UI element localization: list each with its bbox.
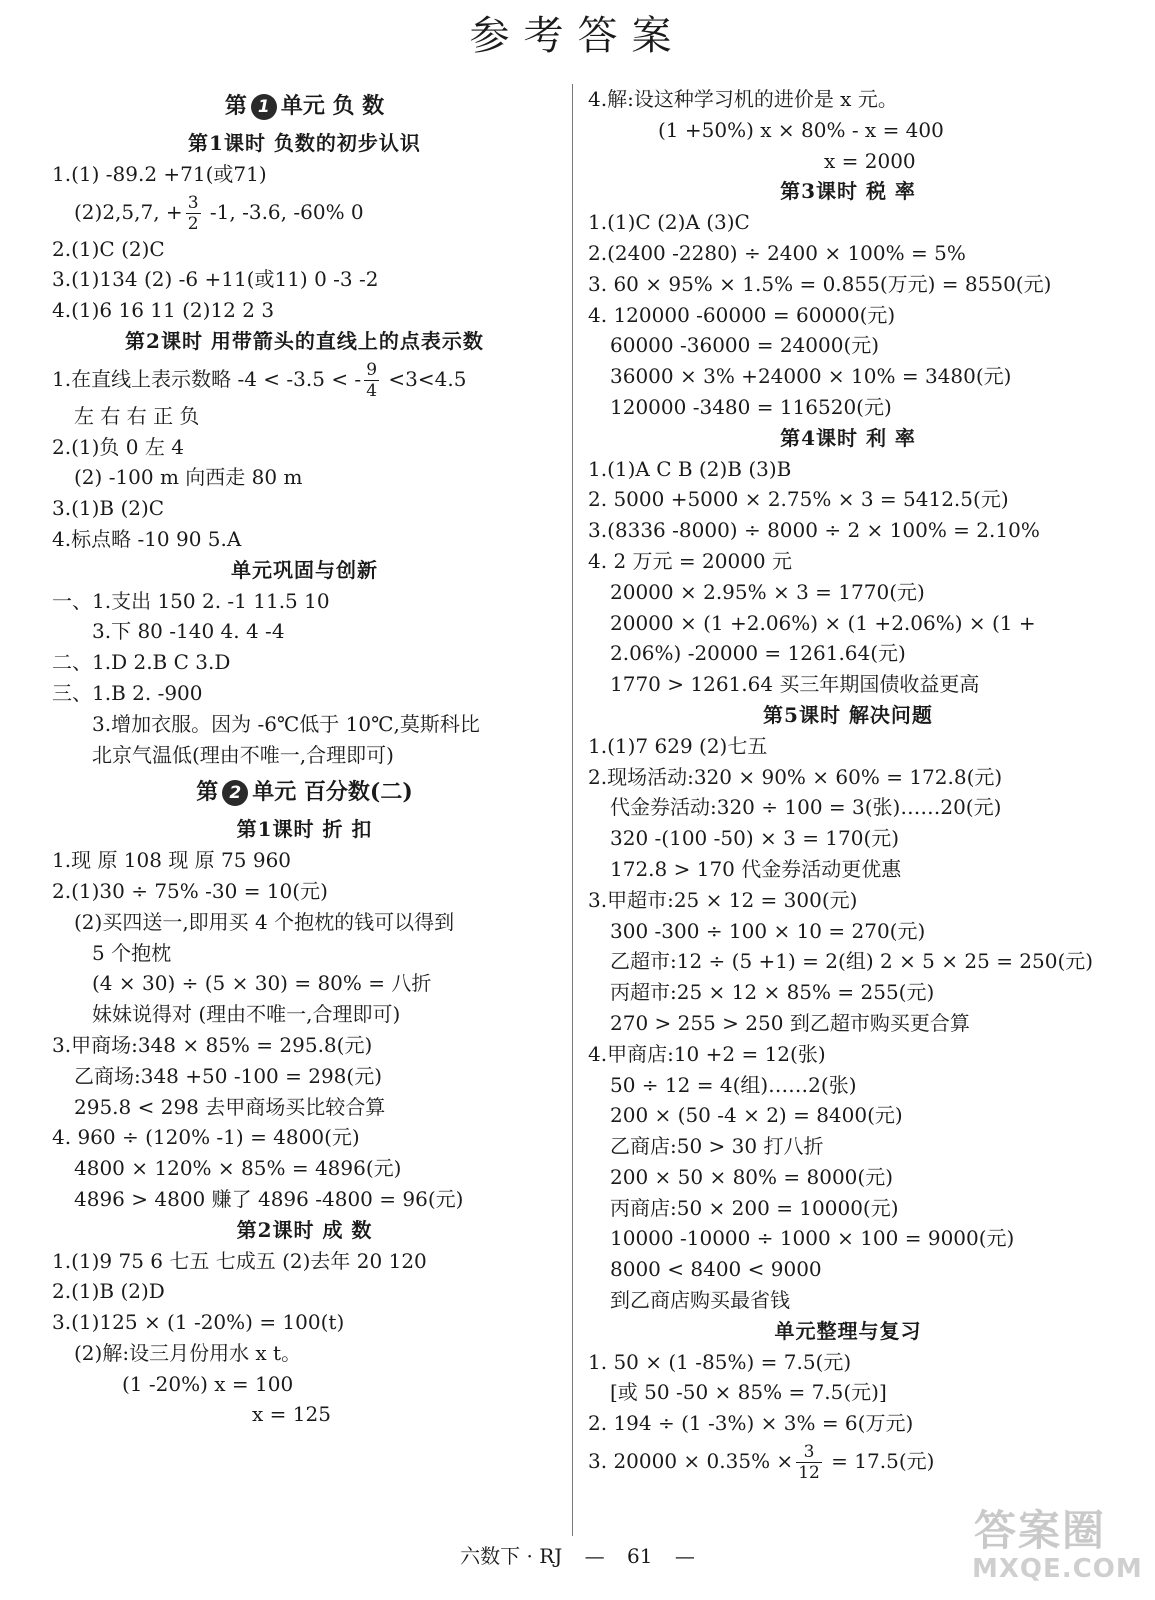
lesson-heading: 第2课时 用带箭头的直线上的点表示数 bbox=[125, 328, 484, 353]
lesson-heading: 单元整理与复习 bbox=[774, 1318, 922, 1343]
lesson-heading: 第2课时 成 数 bbox=[236, 1217, 373, 1242]
answer-line: 295.8 < 298 去甲商场买比较合算 bbox=[74, 1094, 386, 1119]
unit-number-badge: 1 bbox=[251, 94, 277, 120]
answer-line: 8000 < 8400 < 9000 bbox=[610, 1257, 822, 1282]
answer-line: 一、1.支出 150 2. -1 11.5 10 bbox=[52, 588, 330, 613]
answer-line: 3.增加衣服。因为 -6℃低于 10℃,莫斯科比 bbox=[92, 711, 480, 736]
lesson-heading: 第5课时 解决问题 bbox=[763, 702, 933, 727]
answer-line: 丙商店:50 × 200 = 10000(元) bbox=[610, 1195, 899, 1220]
answer-line: 4896 > 4800 赚了 4896 -4800 = 96(元) bbox=[74, 1186, 464, 1211]
answer-line: 乙商店:50 > 30 打八折 bbox=[610, 1134, 824, 1159]
book-label: 六数下 · RJ bbox=[460, 1544, 563, 1568]
watermark-logo bbox=[964, 1498, 1144, 1590]
dash: — bbox=[674, 1544, 695, 1568]
answer-line: (1 -20%) x = 100 bbox=[122, 1371, 294, 1396]
answer-line: 2. 194 ÷ (1 -3%) × 3% = 6(万元) bbox=[588, 1411, 914, 1436]
answer-line-fraction: (2)2,5,7, + $\frac{3}{2}$ -1, -3.6, -60% 0 bbox=[74, 192, 364, 234]
answer-line: 3. 60 × 95% × 1.5% = 0.855(万元) = 8550(元) bbox=[588, 271, 1052, 296]
answer-line: 1.(1) -89.2 +71(或71) bbox=[52, 161, 267, 186]
answer-line: 乙商场:348 +50 -100 = 298(元) bbox=[74, 1063, 383, 1088]
fraction: $\frac{3}{2}$ bbox=[187, 192, 199, 234]
answer-line: [或 50 -50 × 85% = 7.5(元)] bbox=[610, 1380, 887, 1405]
answer-line: 4. 120000 -60000 = 60000(元) bbox=[588, 302, 896, 327]
page-number: 61 bbox=[627, 1544, 653, 1568]
answer-line-fraction: 1.在直线上表示数略 -4 < -3.5 < - $\frac{9}{4}$ <3<4.5 bbox=[52, 359, 467, 401]
lesson-heading: 单元巩固与创新 bbox=[231, 557, 378, 582]
answer-line: 4. 2 万元 = 20000 元 bbox=[588, 548, 792, 573]
answer-line: 320 -(100 -50) × 3 = 170(元) bbox=[610, 826, 900, 851]
answer-line: 270 > 255 > 250 到乙超市购买更合算 bbox=[610, 1010, 970, 1035]
answer-line: 3.下 80 -140 4. 4 -4 bbox=[92, 619, 285, 644]
column-divider bbox=[572, 84, 573, 1536]
answer-line: 丙超市:25 × 12 × 85% = 255(元) bbox=[610, 980, 935, 1005]
fraction: $\frac{3}{12}$ bbox=[798, 1442, 820, 1484]
answer-line: (2) -100 m 向西走 80 m bbox=[74, 465, 303, 490]
lesson-heading: 第1课时 负数的初步认识 bbox=[188, 131, 421, 155]
watermark-logo-text: 答案圈 bbox=[974, 1506, 1107, 1555]
answer-line: 妹妹说得对 (理由不唯一,合理即可) bbox=[92, 1002, 401, 1027]
page-title: 参考答案 bbox=[469, 13, 686, 59]
answer-line: 1770 > 1261.64 买三年期国债收益更高 bbox=[610, 672, 980, 697]
unit-2-heading: 第 2 单元 百分数(二) bbox=[196, 779, 413, 806]
answer-line: 172.8 > 170 代金券活动更优惠 bbox=[610, 856, 902, 881]
answer-line: 三、1.B 2. -900 bbox=[52, 680, 203, 705]
answer-line: 4.(1)6 16 11 (2)12 2 3 bbox=[52, 298, 275, 323]
fraction: $\frac{9}{4}$ bbox=[366, 359, 378, 401]
unit-number-badge: 2 bbox=[222, 780, 248, 806]
answer-line: (4 × 30) ÷ (5 × 30) = 80% = 八折 bbox=[92, 971, 432, 996]
answer-line: (1 +50%) x × 80% - x = 400 bbox=[658, 117, 944, 142]
answer-line: 1.(1)7 629 (2)七五 bbox=[588, 733, 768, 758]
answer-line: 2.(2400 -2280) ÷ 2400 × 100% = 5% bbox=[588, 240, 966, 265]
answer-line: 2. 5000 +5000 × 2.75% × 3 = 5412.5(元) bbox=[588, 487, 1009, 512]
answer-line: 3.甲商场:348 × 85% = 295.8(元) bbox=[52, 1032, 373, 1057]
answer-line: 4.甲商店:10 +2 = 12(张) bbox=[588, 1041, 826, 1066]
answer-line: 3.(8336 -8000) ÷ 8000 ÷ 2 × 100% = 2.10% bbox=[588, 518, 1040, 543]
answer-line: 20000 × 2.95% × 3 = 1770(元) bbox=[610, 579, 925, 604]
answer-line: 2.(1)C (2)C bbox=[52, 236, 165, 261]
answer-line: 4.解:设这种学习机的进价是 x 元。 bbox=[588, 87, 898, 111]
lesson-heading: 第3课时 税 率 bbox=[780, 179, 916, 204]
answer-line: 二、1.D 2.B C 3.D bbox=[52, 650, 231, 675]
answer-line: 60000 -36000 = 24000(元) bbox=[610, 333, 880, 358]
watermark-url: MXQE.COM bbox=[972, 1554, 1143, 1584]
right-column bbox=[588, 84, 1108, 1483]
answer-line: 4.标点略 -10 90 5.A bbox=[52, 526, 242, 551]
answer-line-fraction: 3. 20000 × 0.35% × $\frac{3}{12}$ = 17.5(元) bbox=[588, 1442, 935, 1484]
answer-line: 3.(1)134 (2) -6 +11(或11) 0 -3 -2 bbox=[52, 267, 379, 292]
lesson-heading: 第4课时 利 率 bbox=[780, 425, 916, 450]
answer-line: 3.甲超市:25 × 12 = 300(元) bbox=[588, 887, 858, 912]
answer-line: 36000 × 3% +24000 × 10% = 3480(元) bbox=[610, 364, 1012, 389]
answer-line: 120000 -3480 = 116520(元) bbox=[610, 394, 892, 419]
lesson-heading: 第1课时 折 扣 bbox=[236, 817, 373, 842]
answer-line: (2)买四送一,即用买 4 个抱枕的钱可以得到 bbox=[74, 909, 455, 934]
answer-line: 300 -300 ÷ 100 × 10 = 270(元) bbox=[610, 918, 926, 943]
left-column bbox=[52, 84, 557, 1430]
answer-line: 左 右 右 正 负 bbox=[74, 403, 200, 428]
answer-line: x = 125 bbox=[252, 1402, 331, 1427]
answer-line: (2)解:设三月份用水 x t。 bbox=[74, 1340, 302, 1365]
answer-line: 1.(1)A C B (2)B (3)B bbox=[588, 456, 792, 481]
unit-1-heading: 第 1 单元 负 数 bbox=[224, 93, 385, 119]
answer-line: 5 个抱枕 bbox=[92, 940, 172, 965]
answer-line: 3.(1)125 × (1 -20%) = 100(t) bbox=[52, 1310, 345, 1335]
answer-line: 2.现场活动:320 × 90% × 60% = 172.8(元) bbox=[588, 764, 1003, 789]
answer-line: 4800 × 120% × 85% = 4896(元) bbox=[74, 1156, 402, 1181]
answer-line: 2.(1)B (2)D bbox=[52, 1279, 165, 1304]
answer-line: 20000 × (1 +2.06%) × (1 +2.06%) × (1 + bbox=[610, 610, 1036, 635]
answer-line: 到乙商店购买最省钱 bbox=[610, 1288, 790, 1313]
answer-line: 3.(1)B (2)C bbox=[52, 496, 165, 521]
answer-line: 50 ÷ 12 = 4(组)……2(张) bbox=[610, 1072, 857, 1097]
answer-line: 代金券活动:320 ÷ 100 = 3(张)……20(元) bbox=[610, 795, 1002, 820]
answer-line: 4. 960 ÷ (120% -1) = 4800(元) bbox=[52, 1125, 360, 1150]
answer-line: 200 × (50 -4 × 2) = 8400(元) bbox=[610, 1103, 903, 1128]
answer-line: 2.(1)负 0 左 4 bbox=[52, 434, 184, 459]
answer-line: 10000 -10000 ÷ 1000 × 100 = 9000(元) bbox=[610, 1226, 1015, 1251]
answer-line: 乙超市:12 ÷ (5 +1) = 2(组) 2 × 5 × 25 = 250(元) bbox=[610, 949, 1094, 974]
answer-line: 1.现 原 108 现 原 75 960 bbox=[52, 848, 292, 873]
dash: — bbox=[584, 1544, 605, 1568]
answer-line: 北京气温低(理由不唯一,合理即可) bbox=[92, 742, 394, 767]
answer-line: 1.(1)C (2)A (3)C bbox=[588, 210, 750, 235]
answer-line: x = 2000 bbox=[824, 148, 916, 173]
answer-line: 1.(1)9 75 6 七五 七成五 (2)去年 20 120 bbox=[52, 1248, 427, 1273]
answer-line: 200 × 50 × 80% = 8000(元) bbox=[610, 1164, 893, 1189]
answer-line: 1. 50 × (1 -85%) = 7.5(元) bbox=[588, 1349, 852, 1374]
answer-line: 2.(1)30 ÷ 75% -30 = 10(元) bbox=[52, 878, 328, 903]
answer-line: 2.06%) -20000 = 1261.64(元) bbox=[610, 641, 906, 666]
